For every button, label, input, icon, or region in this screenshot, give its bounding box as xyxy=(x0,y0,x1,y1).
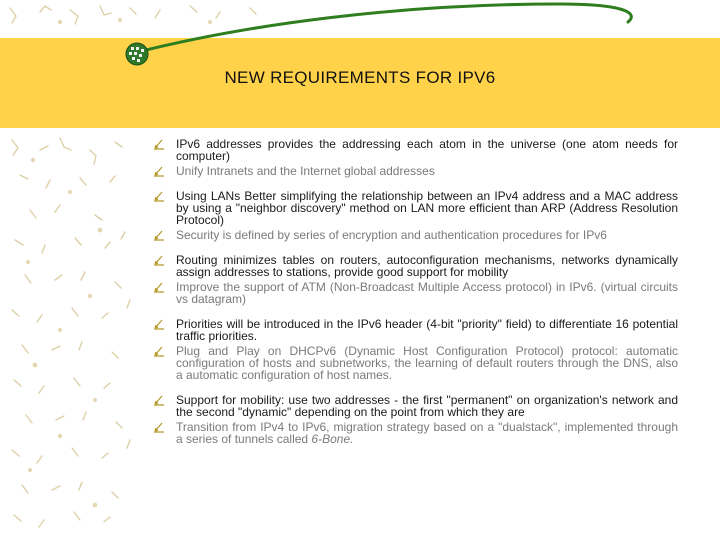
bullet-group xyxy=(146,254,678,305)
bullet-group xyxy=(146,318,678,381)
bullet-group xyxy=(146,138,678,177)
bullet-item xyxy=(146,318,678,342)
pen-bullet-icon xyxy=(153,345,165,357)
pen-bullet-icon xyxy=(153,421,165,433)
pen-bullet-icon xyxy=(153,281,165,293)
bullet-item xyxy=(146,421,678,445)
bullet-text: Unify Intranets and the Internet global addresses xyxy=(176,164,435,178)
bullet-text: Plug and Play on DHCPv6 (Dynamic Host Configuration Protocol) protocol: automatic configuration of hosts and subnetworks, the learning of default routers through the DNS, also a automatic configuration of host names. xyxy=(176,344,678,382)
bullet-text: Priorities will be introduced in the IPv6 header (4-bit "priority" field) to differentiate 16 potential traffic priorities. xyxy=(176,317,678,343)
bullet-text: Improve the support of ATM (Non-Broadcast Multiple Access protocol) in IPv6. (virtual circuits vs datagram) xyxy=(176,280,678,306)
bullet-text: Using LANs Better simplifying the relationship between an IPv4 address and a MAC address by using a "neighbor discovery" method on LAN more efficient than ARP (Address Resolution Protocol) xyxy=(176,189,678,227)
bullet-text: Transition from IPv4 to IPv6, migration strategy based on a "dualstack", implemented through a series of tunnels called xyxy=(176,420,678,446)
bullet-group xyxy=(146,190,678,241)
pen-bullet-icon xyxy=(153,138,165,150)
bullet-item xyxy=(146,394,678,418)
bullet-list xyxy=(146,138,678,458)
pen-bullet-icon xyxy=(153,190,165,202)
bullet-item xyxy=(146,345,678,381)
bullet-group xyxy=(146,394,678,445)
pen-bullet-icon xyxy=(153,254,165,266)
bullet-text: IPv6 addresses provides the addressing each atom in the universe (one atom needs for computer) xyxy=(176,137,678,163)
bullet-text: Support for mobility: use two addresses - the first "permanent" on organization's network and the second "dynamic" depending on the point from which they are xyxy=(176,393,678,419)
pen-bullet-icon xyxy=(153,229,165,241)
globe-icon xyxy=(124,41,150,67)
pen-bullet-icon xyxy=(153,165,165,177)
bullet-item xyxy=(146,229,678,241)
bullet-item xyxy=(146,254,678,278)
bullet-item xyxy=(146,281,678,305)
bullet-emphasis: 6-Bone. xyxy=(311,432,354,446)
bullet-text: Security is defined by series of encryption and authentication procedures for IPv6 xyxy=(176,228,607,242)
pen-bullet-icon xyxy=(153,318,165,330)
bullet-item xyxy=(146,138,678,162)
bullet-item xyxy=(146,190,678,226)
bullet-item xyxy=(146,165,678,177)
pen-bullet-icon xyxy=(153,394,165,406)
slide-title: NEW REQUIREMENTS FOR IPV6 xyxy=(224,68,496,87)
bullet-text: Routing minimizes tables on routers, autoconfiguration mechanisms, networks dynamically assign addresses to stations, provide good support for mobility xyxy=(176,253,678,279)
